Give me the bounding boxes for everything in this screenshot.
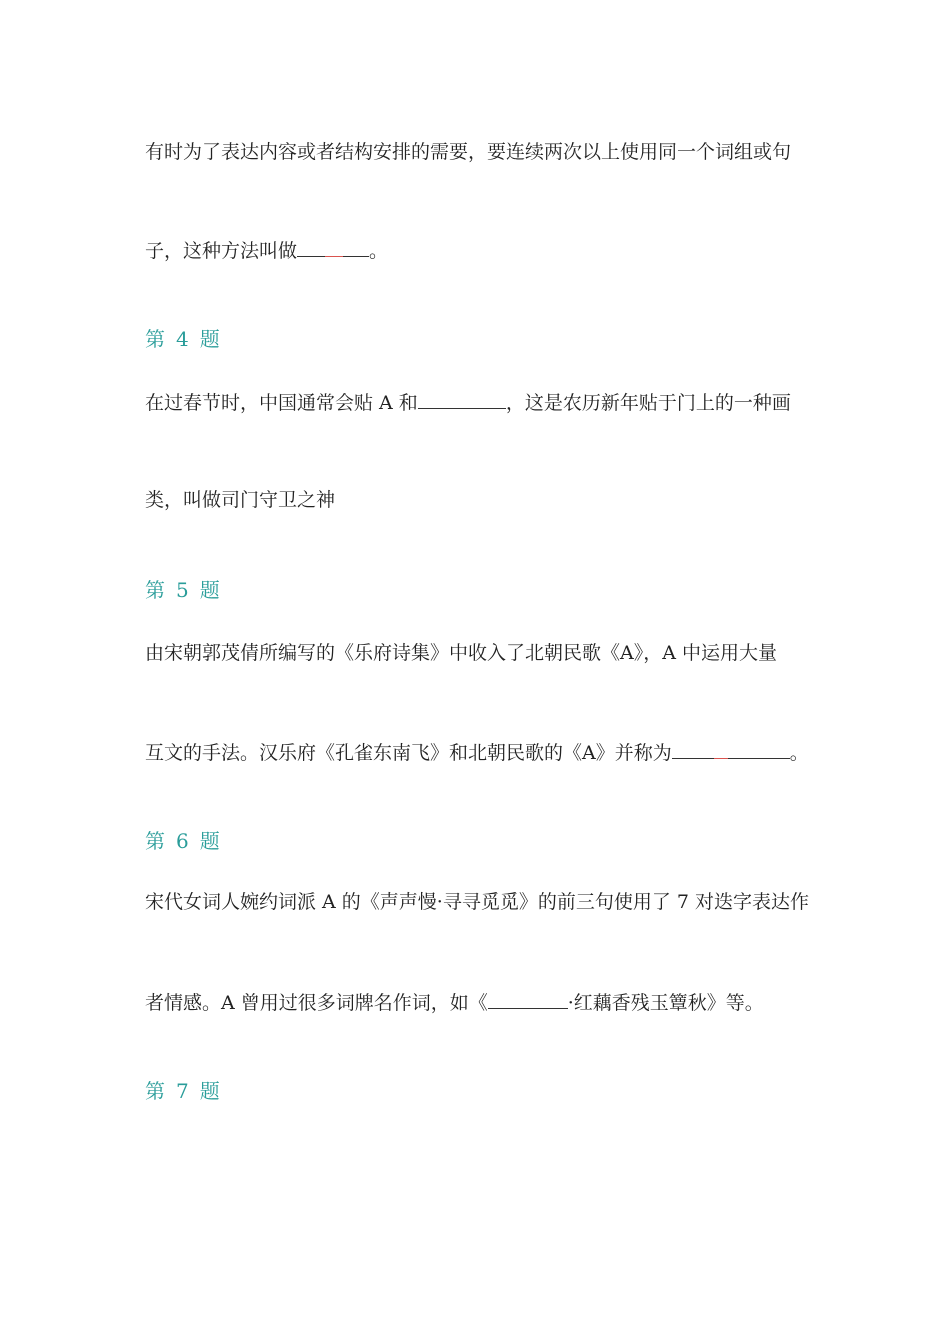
question-6-text-2-post: ·红藕香残玉簟秋》等。 — [567, 992, 764, 1014]
question-6-line-1 — [145, 890, 809, 914]
question-5-text-2-pre: 互文的手法。汉乐府《孔雀东南飞》和北朝民歌的《A》并称为 — [145, 742, 672, 764]
question-4-text-1-post: ，这是农历新年贴于门上的一种画 — [505, 392, 791, 414]
question-4-text-2: 类，叫做司门守卫之神 — [145, 489, 336, 511]
answer-blank-q4[interactable] — [418, 390, 506, 409]
answer-blank-q5[interactable] — [672, 740, 790, 759]
question-5-line-1 — [145, 641, 777, 665]
question-heading-7: 第 7 题 — [145, 1079, 221, 1103]
intro-text-2-pre: 子，这种方法叫做 — [145, 240, 298, 262]
question-6-line-2 — [145, 990, 764, 1015]
question-4-line-2 — [145, 488, 335, 512]
question-heading-6: 第 6 题 — [145, 829, 221, 853]
intro-text-1: 有时为了表达内容或者结构安排的需要，要连续两次以上使用同一个词组或句 — [145, 141, 792, 163]
question-6-text-1: 宋代女词人婉约词派 A 的《声声慢·寻寻觅觅》的前三句使用了 7 对迭字表达作 — [145, 891, 810, 913]
answer-blank-q3[interactable] — [297, 238, 369, 257]
question-4-text-1-pre: 在过春节时，中国通常会贴 A 和 — [145, 392, 418, 414]
intro-line-1 — [145, 140, 791, 164]
question-5-text-2-post: 。 — [789, 742, 809, 764]
answer-blank-q6[interactable] — [488, 990, 568, 1009]
question-4-line-1 — [145, 390, 791, 415]
intro-line-2 — [145, 238, 388, 263]
question-5-line-2 — [145, 740, 809, 765]
intro-text-2-post: 。 — [369, 240, 389, 262]
question-5-text-1: 由宋朝郭茂倩所编写的《乐府诗集》中收入了北朝民歌《A》，A 中运用大量 — [145, 642, 777, 664]
question-heading-4: 第 4 题 — [145, 327, 221, 351]
question-heading-5: 第 5 题 — [145, 578, 221, 602]
question-6-text-2-pre: 者情感。A 曾用过很多词牌名作词，如《 — [145, 992, 488, 1014]
